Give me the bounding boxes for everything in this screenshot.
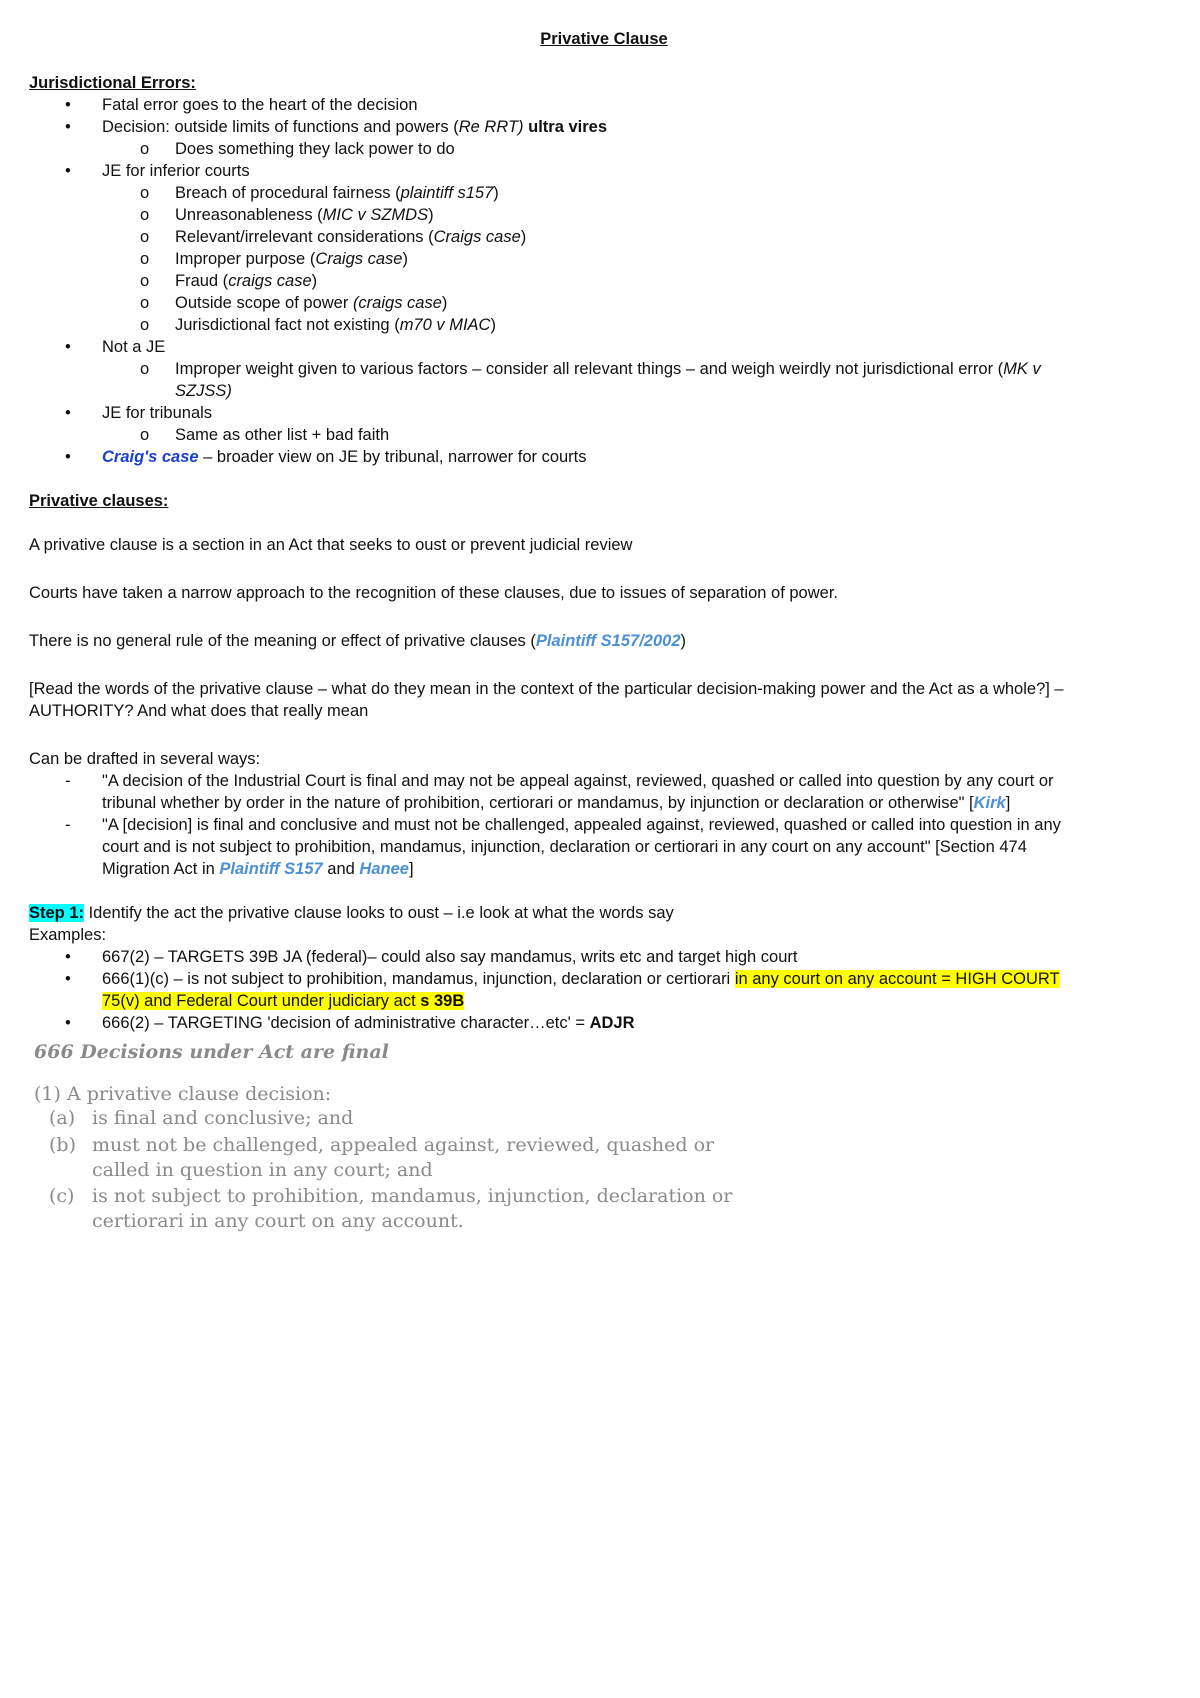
circle-bullet-icon: o — [140, 316, 150, 334]
list-item: 666(2) – TARGETING 'decision of administrative character…etc' = ADJR — [102, 1014, 635, 1032]
sub-list-item: Fraud (craigs case) — [175, 272, 318, 290]
list-item-continuation — [102, 990, 464, 1012]
circle-bullet-icon: o — [140, 294, 150, 312]
circle-bullet-icon: o — [140, 140, 150, 158]
sub-list-item-continuation: SZJSS) — [175, 382, 232, 400]
highlight: in any court on any account = HIGH COURT — [734, 970, 1060, 988]
list-item: Decision: outside limits of functions and powers (Re RRT) ultra vires — [102, 118, 608, 136]
bullet-icon: • — [65, 162, 71, 180]
paragraph: Courts have taken a narrow approach to the recognition of these clauses, due to issues of separation of power. — [29, 584, 838, 602]
excerpt-intro: (1) A privative clause decision: — [34, 1083, 332, 1105]
sub-list-item: Unreasonableness (MIC v SZMDS) — [175, 206, 434, 224]
sub-list-item: Improper purpose (Craigs case) — [175, 250, 408, 268]
dash-bullet-icon: - — [65, 772, 71, 790]
excerpt-item-text: called in question in any court; and — [92, 1159, 433, 1181]
bullet-icon: • — [65, 1014, 71, 1032]
list-item: Fatal error goes to the heart of the decision — [102, 96, 418, 114]
paragraph: Can be drafted in several ways: — [29, 750, 261, 768]
list-item: 667(2) – TARGETS 39B JA (federal)– could also say mandamus, writs etc and target high court — [102, 948, 798, 966]
excerpt-item-text: must not be challenged, appealed against, reviewed, quashed or — [92, 1134, 715, 1156]
paragraph: [Read the words of the privative clause – what do they mean in the context of the particular decision-making power and the Act as a whole?] – — [29, 680, 1064, 698]
bullet-icon: • — [65, 338, 71, 356]
list-item: Craig's case – broader view on JE by tribunal, narrower for courts — [102, 448, 587, 466]
paragraph: A privative clause is a section in an Act that seeks to oust or prevent judicial review — [29, 536, 633, 554]
list-item: JE for inferior courts — [102, 162, 250, 180]
circle-bullet-icon: o — [140, 360, 150, 378]
sub-list-item: Breach of procedural fairness (plaintiff s157) — [175, 184, 499, 202]
excerpt-item-label: (b) — [49, 1134, 76, 1156]
circle-bullet-icon: o — [140, 426, 150, 444]
case-link: Plaintiff S157 — [219, 860, 323, 878]
bullet-icon: • — [65, 948, 71, 966]
examples-label: Examples: — [29, 926, 107, 944]
circle-bullet-icon: o — [140, 228, 150, 246]
bullet-icon: • — [65, 970, 71, 988]
sub-list-item: Does something they lack power to do — [175, 140, 455, 158]
case-link: Craig's case — [102, 448, 199, 466]
excerpt-item-text: is final and conclusive; and — [92, 1107, 354, 1129]
list-item: 666(1)(c) – is not subject to prohibition, mandamus, injunction, declaration or certiorari in any court on any account = HIGH COURT — [102, 970, 1060, 988]
case-link: Kirk — [973, 794, 1006, 812]
case-link: Hanee — [359, 860, 409, 878]
bullet-icon: • — [65, 448, 71, 466]
page-title: Privative Clause — [540, 30, 668, 48]
case-link: Plaintiff S157/2002 — [535, 632, 681, 650]
bullet-icon: • — [65, 96, 71, 114]
excerpt-title: 666 Decisions under Act are final — [34, 1041, 389, 1063]
quote-line: court and is not subject to prohibition, mandamus, injunction, declaration or certiorari in any court on any account" [Section 474 — [102, 838, 1027, 856]
quote-line: tribunal whether by order in the nature of prohibition, certiorari or mandamus, by injunction or declaration or otherwise" [Kirk] — [102, 794, 1011, 812]
circle-bullet-icon: o — [140, 250, 150, 268]
step-line: Step 1: Identify the act the privative clause looks to oust – i.e look at what the words say — [29, 904, 674, 922]
sub-list-item: Jurisdictional fact not existing (m70 v MIAC) — [175, 316, 496, 334]
quote-line: "A [decision] is final and conclusive and must not be challenged, appealed against, reviewed, quashed or called into question in any — [102, 816, 1061, 834]
sub-list-item: Outside scope of power (craigs case) — [175, 294, 448, 312]
list-item: Not a JE — [102, 338, 166, 356]
excerpt-item-label: (c) — [49, 1185, 75, 1207]
list-item: JE for tribunals — [102, 404, 213, 422]
section-heading-jurisdictional-errors: Jurisdictional Errors: — [29, 74, 196, 92]
bullet-icon: • — [65, 118, 71, 136]
circle-bullet-icon: o — [140, 184, 150, 202]
highlight: 75(v) and Federal Court under judiciary act s 39B — [102, 992, 465, 1010]
circle-bullet-icon: o — [140, 272, 150, 290]
bullet-icon: • — [65, 404, 71, 422]
excerpt-item-text: certiorari in any court on any account. — [92, 1210, 464, 1232]
quote-line: Migration Act in Plaintiff S157 and Hanee] — [102, 860, 414, 878]
sub-list-item: Same as other list + bad faith — [175, 426, 390, 444]
sub-list-item: Improper weight given to various factors – consider all relevant things – and weigh weirdly not jurisdictional error (MK v — [175, 360, 1041, 378]
excerpt-item-label: (a) — [49, 1107, 76, 1129]
sub-list-item: Relevant/irrelevant considerations (Craigs case) — [175, 228, 527, 246]
paragraph: There is no general rule of the meaning or effect of privative clauses (Plaintiff S157/2002) — [29, 632, 686, 650]
section-heading-privative-clauses: Privative clauses: — [29, 492, 169, 510]
excerpt-item-text: is not subject to prohibition, mandamus, injunction, declaration or — [92, 1185, 733, 1207]
quote-line: "A decision of the Industrial Court is final and may not be appeal against, reviewed, quashed or called into question by any court or — [102, 772, 1054, 790]
paragraph-continuation: AUTHORITY? And what does that really mean — [29, 702, 369, 720]
dash-bullet-icon: - — [65, 816, 71, 834]
step-label: Step 1: — [29, 904, 85, 922]
circle-bullet-icon: o — [140, 206, 150, 224]
